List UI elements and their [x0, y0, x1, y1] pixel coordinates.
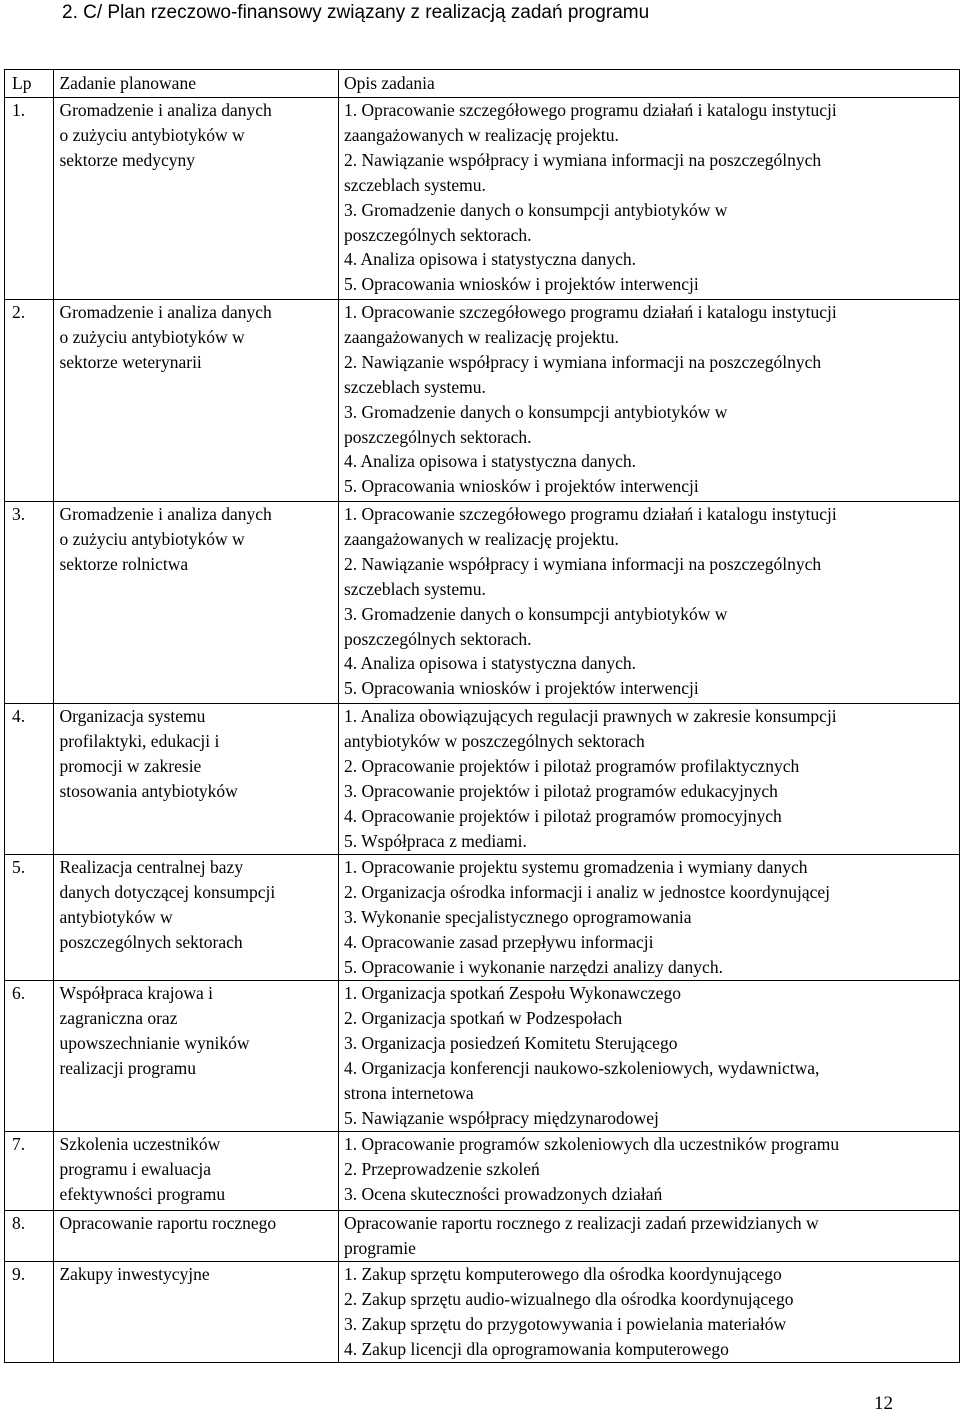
- description-line: strona internetowa: [343, 1082, 474, 1103]
- description-line: zaangażowanych w realizację projektu.: [343, 326, 619, 347]
- description-cell: [338, 300, 959, 502]
- description-line: programie: [343, 1237, 416, 1258]
- task-line: Zakupy inwestycyjne: [59, 1264, 210, 1284]
- description-line: 5. Opracowania wniosków i projektów interwencji: [343, 476, 699, 497]
- header-task: Zadanie planowane: [54, 70, 339, 98]
- description-line: 2. Nawiązanie współpracy i wymiana informacji na poszczególnych: [343, 351, 822, 372]
- plan-table: [4, 69, 960, 1363]
- description-line: 5. Nawiązanie współpracy międzynarodowej: [343, 1107, 659, 1128]
- description-cell: [338, 1262, 959, 1363]
- task-cell: [54, 300, 339, 502]
- row-number: 5.: [5, 855, 54, 981]
- row-number: 7.: [5, 1132, 54, 1211]
- task-cell: [54, 855, 339, 981]
- task-cell: [54, 981, 339, 1132]
- description-line: 5. Opracowania wniosków i projektów interwencji: [343, 274, 699, 295]
- task-line: Gromadzenie i analiza danych: [59, 504, 272, 524]
- task-line: profilaktyki, edukacji i: [59, 730, 220, 751]
- table-row: [5, 855, 960, 981]
- description-cell: [338, 981, 959, 1132]
- row-number: 6.: [5, 981, 54, 1132]
- description-line: 1. Opracowanie szczegółowego programu działań i katalogu instytucji: [343, 100, 837, 120]
- section-heading: 2. C/ Plan rzeczowo-finansowy związany z realizacją zadań programu: [62, 2, 650, 23]
- table-row: [5, 1132, 960, 1211]
- task-line: sektorze medycyny: [59, 149, 196, 170]
- description-line: 4. Opracowanie projektów i pilotaż programów promocyjnych: [343, 805, 782, 826]
- task-cell: [54, 502, 339, 704]
- description-line: poszczególnych sektorach.: [343, 628, 532, 649]
- description-line: 4. Zakup licencji dla oprogramowania komputerowego: [343, 1338, 729, 1359]
- description-line: 3. Opracowanie projektów i pilotaż programów edukacyjnych: [343, 780, 778, 801]
- table-row: [5, 1211, 960, 1262]
- task-line: Gromadzenie i analiza danych: [59, 100, 272, 120]
- description-line: 1. Opracowanie szczegółowego programu działań i katalogu instytucji: [343, 504, 837, 524]
- task-cell: [54, 1262, 339, 1363]
- task-line: realizacji programu: [59, 1057, 196, 1078]
- description-line: 1. Opracowanie programów szkoleniowych dla uczestników programu: [343, 1134, 840, 1154]
- task-cell: [54, 704, 339, 855]
- task-line: stosowania antybiotyków: [59, 780, 238, 801]
- description-line: 1. Analiza obowiązujących regulacji prawnych w zakresie konsumpcji: [343, 706, 837, 726]
- description-cell: [338, 502, 959, 704]
- task-line: antybiotyków w: [59, 906, 173, 927]
- table-row: [5, 98, 960, 300]
- description-line: 3. Ocena skuteczności prowadzonych działań: [343, 1183, 663, 1204]
- task-cell: [54, 98, 339, 300]
- description-line: 1. Opracowanie szczegółowego programu działań i katalogu instytucji: [343, 302, 837, 322]
- header-description: Opis zadania: [338, 70, 959, 98]
- task-line: promocji w zakresie: [59, 755, 202, 776]
- description-cell: [338, 1211, 959, 1262]
- description-line: zaangażowanych w realizację projektu.: [343, 124, 619, 145]
- description-line: szczeblach systemu.: [343, 376, 486, 397]
- description-line: 3. Wykonanie specjalistycznego oprogramowania: [343, 906, 692, 927]
- task-line: Opracowanie raportu rocznego: [59, 1213, 277, 1233]
- description-line: 2. Nawiązanie współpracy i wymiana informacji na poszczególnych: [343, 149, 822, 170]
- description-line: Opracowanie raportu rocznego z realizacji zadań przewidzianych w: [343, 1213, 819, 1233]
- task-cell: [54, 1211, 339, 1262]
- header-lp: Lp: [5, 70, 54, 98]
- description-line: 2. Przeprowadzenie szkoleń: [343, 1158, 540, 1179]
- table-row: [5, 300, 960, 502]
- description-line: 2. Opracowanie projektów i pilotaż programów profilaktycznych: [343, 755, 800, 776]
- description-line: szczeblach systemu.: [343, 174, 486, 195]
- task-line: o zużyciu antybiotyków w: [59, 528, 245, 549]
- row-number: 1.: [5, 98, 54, 300]
- description-line: 5. Współpraca z mediami.: [343, 830, 527, 851]
- description-line: 1. Organizacja spotkań Zespołu Wykonawczego: [343, 983, 681, 1003]
- description-line: 3. Zakup sprzętu do przygotowywania i powielania materiałów: [343, 1313, 787, 1334]
- description-line: 5. Opracowanie i wykonanie narzędzi analizy danych.: [343, 956, 723, 977]
- task-line: upowszechnianie wyników: [59, 1032, 250, 1053]
- row-number: 9.: [5, 1262, 54, 1363]
- task-line: sektorze weterynarii: [59, 351, 202, 372]
- task-line: o zużyciu antybiotyków w: [59, 124, 245, 145]
- task-line: o zużyciu antybiotyków w: [59, 326, 245, 347]
- task-line: poszczególnych sektorach: [59, 931, 243, 952]
- description-line: 4. Analiza opisowa i statystyczna danych.: [343, 249, 637, 270]
- table-row: [5, 981, 960, 1132]
- description-cell: [338, 704, 959, 855]
- task-line: zagraniczna oraz: [59, 1007, 178, 1028]
- task-line: sektorze rolnictwa: [59, 553, 189, 574]
- description-line: 4. Opracowanie zasad przepływu informacji: [343, 931, 654, 952]
- task-line: Współpraca krajowa i: [59, 983, 213, 1003]
- description-line: 2. Nawiązanie współpracy i wymiana informacji na poszczególnych: [343, 553, 822, 574]
- description-cell: [338, 98, 959, 300]
- description-cell: [338, 1132, 959, 1211]
- task-line: efektywności programu: [59, 1183, 226, 1204]
- row-number: 3.: [5, 502, 54, 704]
- description-line: 4. Analiza opisowa i statystyczna danych.: [343, 451, 637, 472]
- row-number: 4.: [5, 704, 54, 855]
- description-line: 1. Opracowanie projektu systemu gromadzenia i wymiany danych: [343, 857, 808, 877]
- page-number: 12: [874, 1393, 893, 1414]
- description-line: 2. Organizacja spotkań w Podzespołach: [343, 1007, 623, 1028]
- task-line: Organizacja systemu: [59, 706, 206, 726]
- description-cell: [338, 855, 959, 981]
- table-header-row: [5, 70, 960, 98]
- task-line: Gromadzenie i analiza danych: [59, 302, 272, 322]
- task-line: Realizacja centralnej bazy: [59, 857, 244, 877]
- description-line: 4. Organizacja konferencji naukowo-szkoleniowych, wydawnictwa,: [343, 1057, 820, 1078]
- row-number: 2.: [5, 300, 54, 502]
- description-line: poszczególnych sektorach.: [343, 224, 532, 245]
- task-line: danych dotyczącej konsumpcji: [59, 881, 276, 902]
- table-row: [5, 704, 960, 855]
- description-line: 3. Organizacja posiedzeń Komitetu Sterującego: [343, 1032, 678, 1053]
- task-line: Szkolenia uczestników: [59, 1134, 221, 1154]
- description-line: 5. Opracowania wniosków i projektów interwencji: [343, 678, 699, 699]
- description-line: 1. Zakup sprzętu komputerowego dla ośrodka koordynującego: [343, 1264, 782, 1284]
- row-number: 8.: [5, 1211, 54, 1262]
- description-line: antybiotyków w poszczególnych sektorach: [343, 730, 645, 751]
- description-line: 2. Zakup sprzętu audio-wizualnego dla ośrodka koordynującego: [343, 1288, 794, 1309]
- task-cell: [54, 1132, 339, 1211]
- description-line: 4. Analiza opisowa i statystyczna danych.: [343, 653, 637, 674]
- description-line: szczeblach systemu.: [343, 578, 486, 599]
- description-line: zaangażowanych w realizację projektu.: [343, 528, 619, 549]
- table-row: [5, 502, 960, 704]
- description-line: 2. Organizacja ośrodka informacji i analiz w jednostce koordynującej: [343, 881, 831, 902]
- description-line: poszczególnych sektorach.: [343, 426, 532, 447]
- description-line: 3. Gromadzenie danych o konsumpcji antybiotyków w: [343, 603, 728, 624]
- description-line: 3. Gromadzenie danych o konsumpcji antybiotyków w: [343, 401, 728, 422]
- task-line: programu i ewaluacja: [59, 1158, 212, 1179]
- description-line: 3. Gromadzenie danych o konsumpcji antybiotyków w: [343, 199, 728, 220]
- table-row: [5, 1262, 960, 1363]
